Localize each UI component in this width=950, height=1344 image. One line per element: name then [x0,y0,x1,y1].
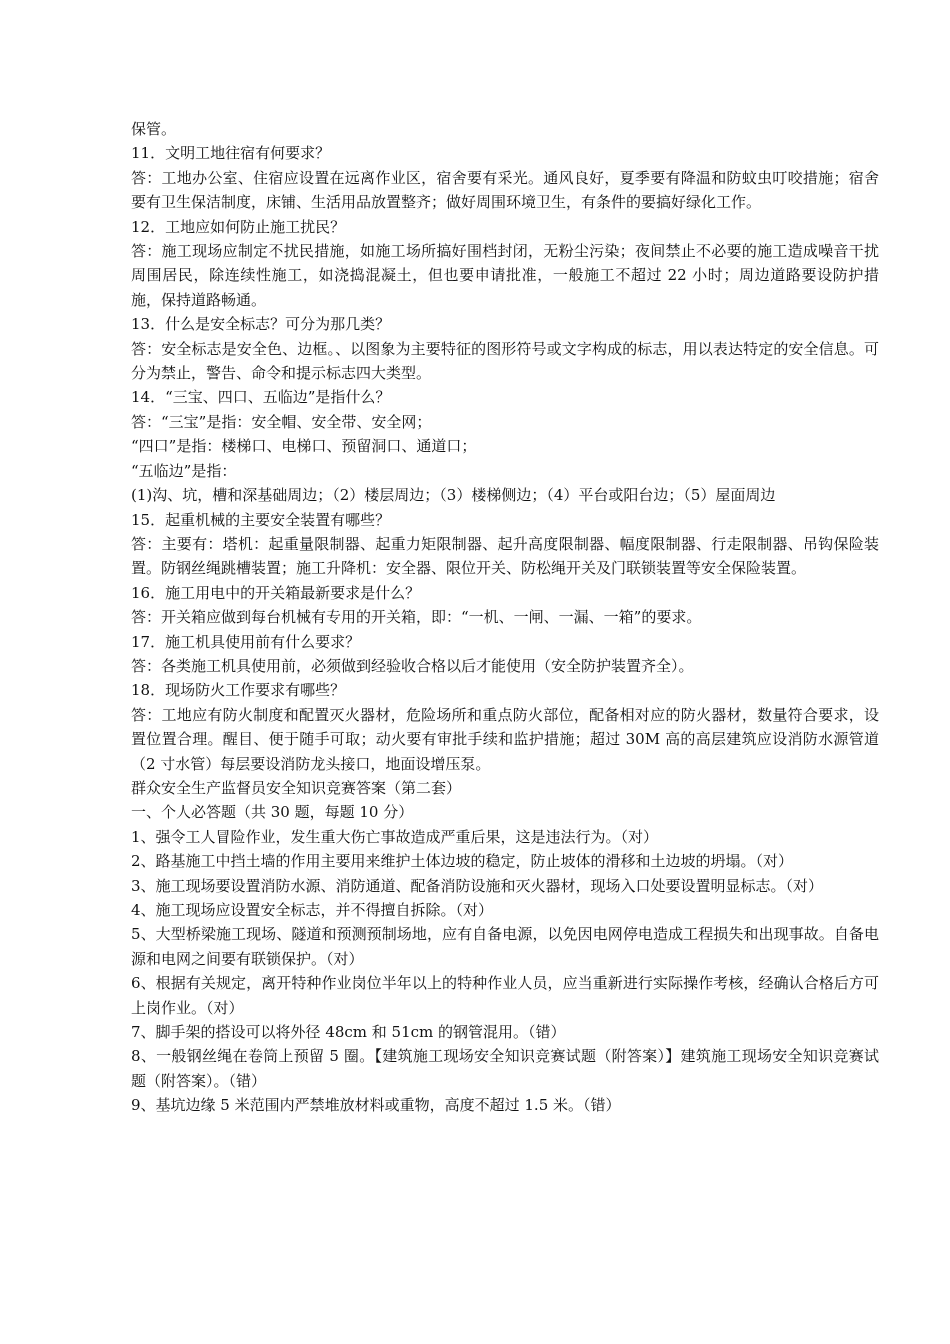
item-7: 7、脚手架的搭设可以将外径 48cm 和 51cm 的钢管混用。（错） [131,1023,566,1042]
answer-14-line-3: “五临边”是指： [131,461,237,480]
item-4: 4、施工现场应设置安全标志，并不得擅自拆除。（对） [131,901,494,919]
question-16: 16．施工用电中的开关箱最新要求是什么？ [131,583,421,602]
item-5: 5、大型桥梁施工现场、隧道和预测预制场地，应有自备电源，以免因电网停电造成工程损失和出现事故。自备电源和电网之间要有联锁保护。（对） [131,925,879,968]
item-8: 8、一般钢丝绳在卷筒上预留 5 圈。【建筑施工现场安全知识竞赛试题（附答案）】建筑施工现场安全知识竞赛试题（附答案）。（错） [131,1047,879,1090]
answer-17: 答：各类施工机具使用前，必须做到经验收合格以后才能使用（安全防护装置齐全）。 [131,656,694,675]
question-15: 15．起重机械的主要安全装置有哪些？ [131,510,391,529]
question-18: 18．现场防火工作要求有哪些？ [131,681,346,700]
question-14: 14．“三宝、四口、五临边”是指什么？ [131,388,391,407]
question-13: 13．什么是安全标志？可分为那几类？ [131,315,391,334]
paragraph-continuation: 保管。 [131,120,177,138]
item-9: 9、基坑边缘 5 米范围内严禁堆放材料或重物，高度不超过 1.5 米。（错） [131,1096,621,1115]
answer-12: 答：施工现场应制定不扰民措施，如施工场所搞好围档封闭，无粉尘污染；夜间禁止不必要的施工造成噪音干扰周围居民，除连续性施工，如浇捣混凝土，但也要申请批准，一般施工不超过 22 小时；周边道路要设防护措施，保持道路畅通。 [131,242,879,309]
answer-11: 答：工地办公室、住宿应设置在远离作业区，宿舍要有采光。通风良好，夏季要有降温和防蚊虫叮咬措施；宿舍要有卫生保洁制度，床铺、生活用品放置整齐；做好周围环境卫生，有条件的要搞好绿化工作。 [131,168,879,212]
answer-13: 答：安全标志是安全色、边框。、以图象为主要特征的图形符号或文字构成的标志，用以表达特定的安全信息。可分为禁止，警告、命令和提示标志四大类型。 [131,339,879,383]
answer-14-line-2: “四口”是指：楼梯口、电梯口、预留洞口、通道口； [131,437,477,456]
answer-14-line-1: 答：“三宝”是指：安全帽、安全带、安全网； [131,412,432,431]
answer-15: 答：主要有：塔机：起重量限制器、起重力矩限制器、起升高度限制器、幅度限制器、行走限制器、吊钩保险装置。防钢丝绳跳槽装置；施工升降机：安全器、限位开关、防松绳开关及门联锁装置等安全保险装置。 [131,534,879,578]
section-subtitle: 一、个人必答题（共 30 题，每题 10 分） [131,803,414,822]
question-12: 12．工地应如何防止施工扰民？ [131,217,346,236]
item-6: 6、根据有关规定，离开特种作业岗位半年以上的特种作业人员，应当重新进行实际操作考核，经确认合格后方可上岗作业。（对） [131,974,879,1017]
answer-16: 答：开关箱应做到每台机械有专用的开关箱，即：“一机、一闸、一漏、一箱”的要求。 [131,608,702,627]
item-3: 3、施工现场要设置消防水源、消防通道、配备消防设施和灭火器材，现场入口处要设置明显标志。（对） [131,876,824,895]
section-title: 群众安全生产监督员安全知识竞赛答案（第二套） [131,778,462,797]
document-page [131,117,879,1118]
item-2: 2、路基施工中挡土墙的作用主要用来维护土体边坡的稳定，防止坡体的滑移和土边坡的坍塌。（对） [131,852,794,871]
answer-18: 答：工地应有防火制度和配置灭火器材，危险场所和重点防火部位，配备相对应的防火器材，数量符合要求，设置位置合理。醒目、便于随手可取；动火要有审批手续和监护措施；超过 30M 高的高层建筑应设消防水源管道（2 寸水管）每层要设消防龙头接口，地面设增压泵。 [131,705,879,773]
question-11: 11．文明工地往宿有何要求？ [131,144,331,163]
question-17: 17．施工机具使用前有什么要求？ [131,632,361,651]
item-1: 1、强令工人冒险作业，发生重大伤亡事故造成严重后果，这是违法行为。（对） [131,827,659,846]
answer-14-line-4: (1)沟、坑，槽和深基础周边；（2）楼层周边；（3）楼梯侧边；（4）平台或阳台边；（5）屋面周边 [131,486,776,505]
